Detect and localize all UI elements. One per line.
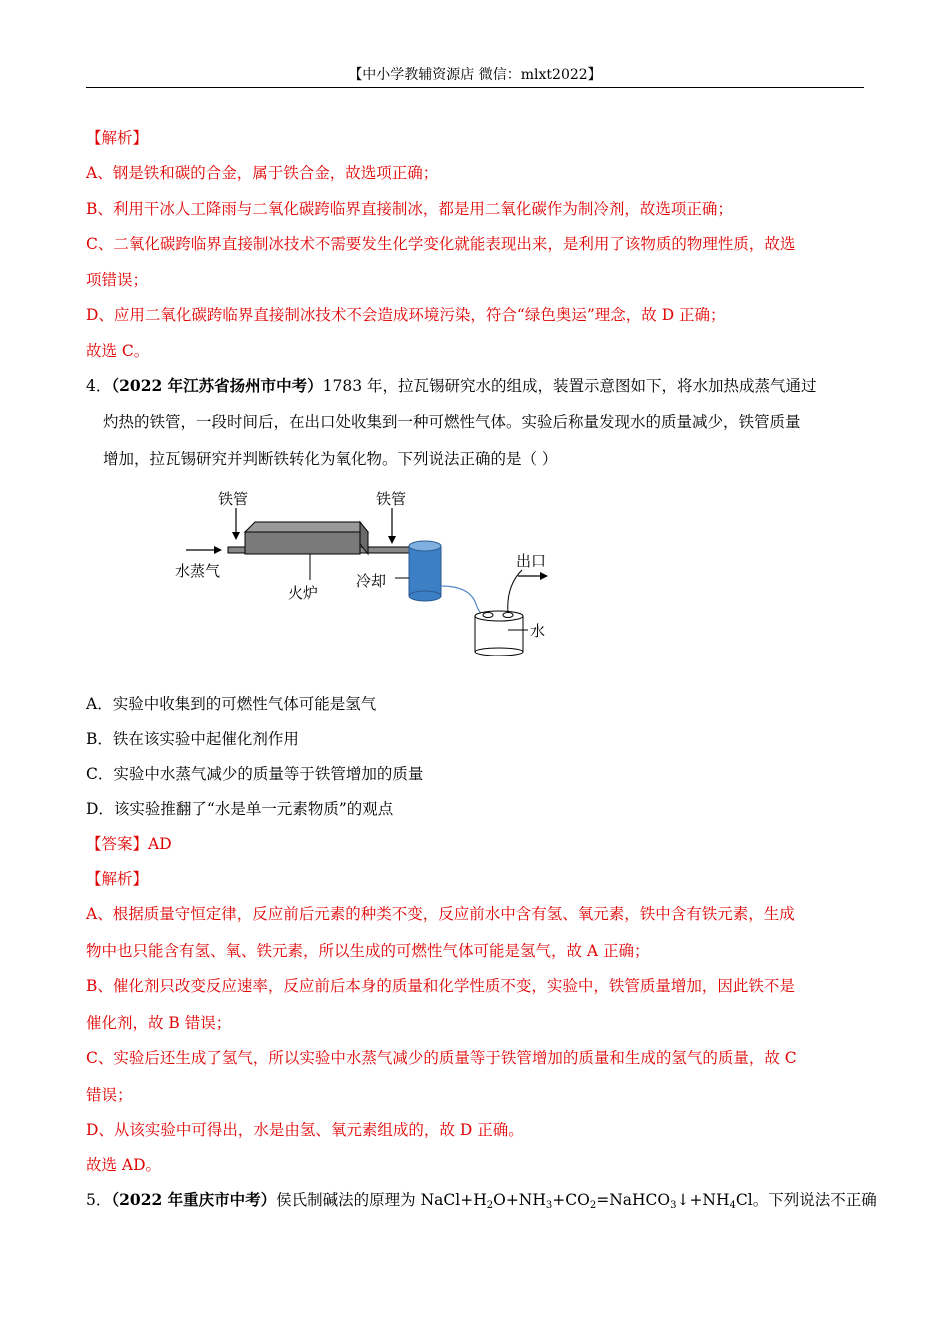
q4-analysis-b2: 催化剂，故 B 错误； [86,1014,232,1032]
label-water: 水 [530,622,546,640]
q4-number: 4． [86,377,112,395]
q4-option-c: C．实验中水蒸气减少的质量等于铁管增加的质量 [86,765,424,783]
prev-analysis-c1: C、二氧化碳跨临界直接制冰技术不需要发生化学变化就能表现出来，是利用了该物质的物理性质，故选 [86,235,796,253]
q4-source: （2022 年江苏省扬州市中考） [111,376,323,395]
label-outlet: 出口 [516,552,547,570]
page-header: 【中小学教辅资源店 微信：mlxt2022】 [348,67,602,83]
cooler [409,546,441,596]
q4-analysis-a1: A、根据质量守恒定律，反应前后元素的种类不变，反应前水中含有氢、氧元素，铁中含有铁元素，生成 [86,905,795,923]
q4-analysis-d: D、从该实验中可得出，水是由氢、氧元素组成的，故 D 正确。 [86,1121,524,1139]
q4-analysis-b1: B、催化剂只改变反应速率，反应前后本身的质量和化学性质不变，实验中，铁管质量增加，因此铁不是 [86,977,795,995]
q5-sub-5: 4 [729,1200,736,1211]
q5-sub-3: 2 [589,1200,597,1211]
prev-analysis-d: D、应用二氧化碳跨临界直接制冰技术不会造成环境污染，符合“绿色奥运”理念，故 D 正确； [86,306,726,324]
q4-option-b: B．铁在该实验中起催化剂作用 [86,730,299,748]
q4-option-d: D．该实验推翻了“水是单一元素物质”的观点 [86,800,394,818]
q4-analysis-conclusion: 故选 AD。 [86,1156,162,1174]
q4-text1: 1783 年，拉瓦锡研究水的组成，装置示意图如下，将水加热成蒸气通过 [322,377,817,395]
prev-analysis-label: 【解析】 [86,129,149,147]
apparatus-diagram [170,486,570,656]
header-rule [86,87,864,88]
q5-sub-1: 2 [486,1200,494,1211]
q5-line1 [86,1190,877,1210]
q5-text-post: Cl。下列说法不正确 [735,1191,877,1209]
q5-text-mid3: =NaHCO [596,1191,671,1209]
q4-line1 [86,376,817,396]
q5-sub-2: 3 [545,1200,553,1211]
label-cool: 冷却 [356,572,387,590]
q5-sub-4: 3 [670,1200,677,1211]
q5-text-mid2: +CO [552,1191,590,1209]
label-tube-right: 铁管 [376,490,407,508]
q4-analysis-c1: C、实验后还生成了氢气，所以实验中水蒸气减少的质量等于铁管增加的质量和生成的氢气的质量，故 C [86,1049,797,1067]
q4-answer-label: 【答案】 [86,835,149,853]
label-steam: 水蒸气 [175,562,221,580]
q5-text-mid4: ↓+NH [676,1191,730,1209]
furnace [245,532,360,554]
q4-text3: 增加，拉瓦锡研究并判断铁转化为氧化物。下列说法正确的是（ ） [103,450,558,468]
q4-analysis-label: 【解析】 [86,870,149,888]
q4-answer [86,834,172,854]
q4-text2: 灼热的铁管，一段时间后，在出口处收集到一种可燃性气体。实验后称量发现水的质量减少，铁管质量 [103,413,801,431]
prev-analysis-a: A、钢是铁和碳的合金，属于铁合金，故选项正确； [86,164,439,182]
q5-text-pre: 侯氏制碱法的原理为 NaCl+H [276,1191,487,1209]
q5-text-mid1: O+NH [493,1191,546,1209]
prev-analysis-conclusion: 故选 C。 [86,342,150,360]
prev-analysis-c2: 项错误； [86,271,149,289]
q4-analysis-a2: 物中也只能含有氢、氧、铁元素，所以生成的可燃性气体可能是氢气，故 A 正确； [86,942,650,960]
q5-source: （2022 年重庆市中考） [111,1190,277,1209]
label-furnace: 火炉 [288,584,319,602]
label-tube-left: 铁管 [218,490,249,508]
q4-analysis-c2: 错误； [86,1086,133,1104]
q5-number: 5． [86,1191,112,1209]
q4-option-a: A．实验中收集到的可燃性气体可能是氢气 [86,695,377,713]
q4-answer-value: AD [148,835,172,853]
prev-analysis-b: B、利用干冰人工降雨与二氧化碳跨临界直接制冰，都是用二氧化碳作为制冷剂，故选项正确； [86,200,733,218]
